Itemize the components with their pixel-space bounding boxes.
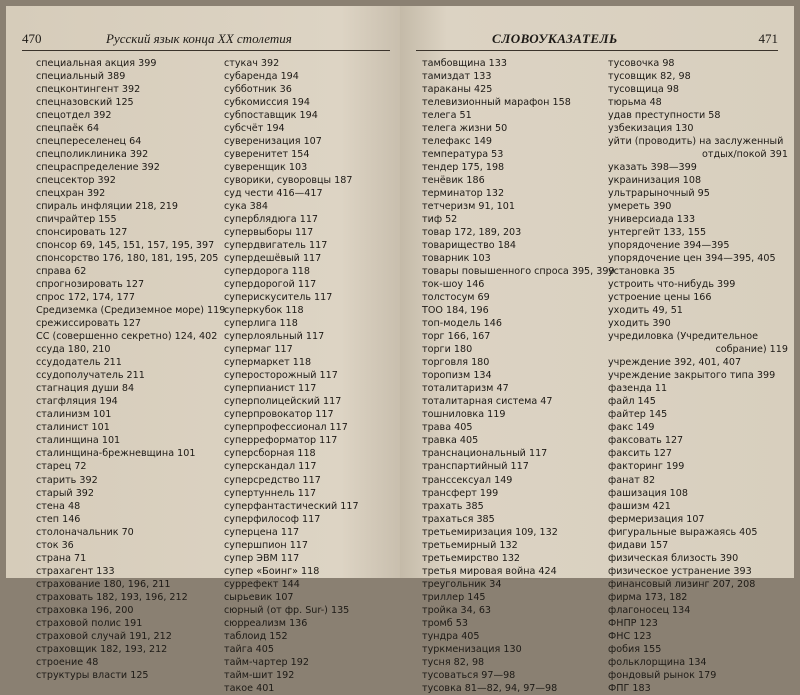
index-entry: страхование 180, 196, 211 [36, 578, 171, 590]
index-entry: ссудополучатель 211 [36, 370, 145, 382]
index-entry: суперпровокатор 117 [224, 409, 334, 421]
index-entry: страхагент 133 [36, 565, 115, 577]
index-entry: треугольник 34 [422, 578, 502, 590]
index-entry: сток 36 [36, 539, 74, 551]
index-entry: спрос 172, 174, 177 [36, 292, 135, 304]
index-entry: упорядочение 394—395 [608, 240, 730, 252]
right-header-rule [416, 50, 778, 51]
index-entry: транссексуал 149 [422, 474, 513, 486]
right-index-column-1 [422, 57, 615, 695]
right-index-column-2 [608, 57, 792, 695]
index-entry: суперискуситель 117 [224, 292, 333, 304]
index-entry: тетчеризм 91, 101 [422, 201, 515, 213]
index-entry: супердорога 118 [224, 266, 310, 278]
index-entry: третьемиризация 109, 132 [422, 526, 558, 538]
index-entry: СС (совершенно секретно) 124, 402 [36, 331, 218, 343]
index-entry: тараканы 425 [422, 84, 493, 96]
index-entry: травка 405 [422, 435, 479, 447]
index-entry: украинизация 108 [608, 175, 702, 187]
left-header-rule [22, 50, 390, 51]
index-entry: тайм-шит 192 [224, 669, 295, 681]
index-entry: старый 392 [36, 487, 95, 499]
right-running-title: СЛОВОУКАЗАТЕЛЬ [492, 31, 618, 46]
index-entry: установка 35 [608, 266, 676, 278]
index-entry: туркменизация 130 [422, 643, 522, 655]
index-entry: ТОО 184, 196 [422, 305, 489, 317]
index-entry: тромб 53 [422, 617, 468, 629]
index-entry: субкомиссия 194 [224, 97, 310, 109]
index-entry: уходить 390 [608, 318, 671, 330]
index-entry: торговля 180 [422, 357, 490, 369]
index-entry: физическая близость 390 [608, 552, 739, 564]
index-entry: суперпрофессионал 117 [224, 422, 348, 434]
index-entry: товары повышенного спроса 395, 399 [422, 266, 615, 278]
index-entry: суперцена 117 [224, 526, 300, 538]
index-entry: фермеризация 107 [608, 513, 705, 525]
index-entry: умереть 390 [608, 201, 672, 213]
index-entry: фашизм 421 [608, 500, 671, 512]
index-entry: трансферт 199 [422, 487, 499, 499]
index-entry: ФНПР 123 [608, 617, 658, 629]
index-entry: стена 48 [36, 500, 81, 512]
index-entry: учреждение закрытого типа 399 [608, 370, 776, 382]
index-entry: триллер 145 [422, 591, 486, 603]
index-entry: ФПГ 183 [608, 682, 651, 694]
index-entry: тусоваться 97—98 [422, 669, 516, 681]
index-entry: ФНС 123 [608, 630, 652, 642]
index-entry: трахать 385 [422, 500, 484, 512]
index-entry: ссуда 180, 210 [36, 344, 111, 356]
index-entry: фазенда 11 [608, 383, 668, 395]
index-entry: стагфляция 194 [36, 396, 118, 408]
index-entry: суперсредство 117 [224, 474, 321, 486]
index-entry: транснациональный 117 [422, 448, 548, 460]
index-entry: тюрьма 48 [608, 97, 662, 109]
index-entry: тусовочка 98 [608, 58, 675, 69]
index-entry: терминатор 132 [422, 188, 505, 200]
index-entry: торг 166, 167 [422, 331, 491, 343]
index-entry: фанат 82 [608, 474, 656, 486]
index-entry: факторинг 199 [608, 461, 685, 473]
index-entry: уйти (проводить) на заслуженный [608, 136, 784, 148]
left-page-number: 470 [22, 31, 42, 46]
index-entry: Средиземка (Средиземное море) 119 [36, 305, 226, 317]
index-entry: фашизация 108 [608, 487, 688, 499]
index-entry: супермаг 117 [224, 344, 293, 356]
index-entry: телевизионный марафон 158 [422, 97, 571, 109]
index-entry: супер ЭВМ 117 [224, 552, 300, 564]
index-entry: тоталитаризм 47 [422, 383, 509, 395]
index-entry: специальный 389 [36, 71, 126, 83]
index-entry: супервыборы 117 [224, 227, 314, 239]
index-entry: суверенитет 154 [224, 149, 310, 161]
index-entry: страховка 196, 200 [36, 604, 134, 616]
index-entry: столоначальник 70 [36, 526, 134, 538]
index-entry: сталинщина-брежневщина 101 [36, 448, 196, 460]
index-entry: уходить 49, 51 [608, 305, 683, 317]
index-entry: старец 72 [36, 461, 87, 473]
index-entry: спецполиклиника 392 [36, 149, 149, 161]
index-entry: тошниловка 119 [422, 409, 506, 421]
index-entry: супердешёвый 117 [224, 253, 322, 265]
index-entry: суд чести 416—417 [224, 188, 323, 200]
index-entry: упорядочение цен 394—395, 405 [608, 253, 776, 265]
left-page-header [22, 30, 384, 48]
index-entry: таблоид 152 [224, 630, 288, 642]
index-entry: сука 384 [224, 201, 268, 213]
index-entry: суррефект 144 [224, 578, 300, 590]
index-entry: спецназовский 125 [36, 97, 134, 109]
index-entry: суперфилософ 117 [224, 513, 321, 525]
index-entry: устроить что-нибудь 399 [608, 279, 736, 291]
index-entry: супердвигатель 117 [224, 240, 328, 252]
index-entry: тоталитарная система 47 [422, 396, 553, 408]
index-entry: фидави 157 [608, 539, 669, 551]
index-entry: устроение цены 166 [608, 292, 712, 304]
index-entry: суперреформатор 117 [224, 435, 338, 447]
left-index-column-1 [36, 57, 226, 682]
index-entry: факс 149 [608, 422, 655, 434]
index-entry: спичрайтер 155 [36, 214, 117, 226]
index-entry: температура 53 [422, 149, 504, 161]
index-entry: телефакс 149 [422, 136, 493, 148]
index-entry: факсовать 127 [608, 435, 684, 447]
index-entry: толстосум 69 [422, 292, 490, 304]
index-entry: учредиловка (Учредительное [608, 331, 759, 343]
index-entry: сталинщина 101 [36, 435, 121, 447]
book-spread [6, 6, 794, 694]
index-entry: суперполицейский 117 [224, 396, 342, 408]
index-entry: ток-шоу 146 [422, 279, 485, 291]
index-entry: тендер 175, 198 [422, 162, 505, 174]
index-entry: ссудодатель 211 [36, 357, 122, 369]
index-entry: физическое устранение 393 [608, 565, 752, 577]
index-entry: топ-модель 146 [422, 318, 502, 330]
index-entry: товарник 103 [422, 253, 491, 265]
index-entry: суперблядюга 117 [224, 214, 319, 226]
index-entry: финансовый лизинг 207, 208 [608, 578, 756, 590]
index-entry: тройка 34, 63 [422, 604, 492, 616]
index-entry: тусня 82, 98 [422, 656, 485, 668]
index-entry: сюрный (от фр. Sur-) 135 [224, 604, 350, 616]
index-entry: структуры власти 125 [36, 669, 149, 681]
index-entry: товар 172, 189, 203 [422, 227, 522, 239]
index-entry: спонсорство 176, 180, 181, 195, 205 [36, 253, 219, 265]
index-entry: третья мировая война 424 [422, 565, 557, 577]
index-entry: строение 48 [36, 656, 99, 668]
index-entry: суперсборная 118 [224, 448, 316, 460]
index-entry: тундра 405 [422, 630, 480, 642]
left-running-title: Русский язык конца XX столетия [106, 31, 292, 46]
index-entry: спецсектор 392 [36, 175, 116, 187]
index-entry: третьемирный 132 [422, 539, 518, 551]
index-entry: суперскандал 117 [224, 461, 317, 473]
index-entry: субсчёт 194 [224, 123, 285, 135]
index-entry: тусовщик 82, 98 [608, 71, 691, 83]
index-entry: тиф 52 [422, 214, 458, 226]
index-entry: справа 62 [36, 266, 87, 278]
index-entry: страховой случай 191, 212 [36, 630, 172, 642]
index-entry: спецотдел 392 [36, 110, 112, 122]
index-entry: флагоносец 134 [608, 604, 691, 616]
index-entry: тайга 405 [224, 643, 274, 655]
index-entry: спираль инфляции 218, 219 [36, 201, 178, 213]
index-entry: срежиссировать 127 [36, 318, 142, 330]
index-entry: суперпианист 117 [224, 383, 317, 395]
index-entry: суперкубок 118 [224, 305, 304, 317]
index-entry: специальная акция 399 [36, 58, 157, 69]
left-page [6, 6, 400, 694]
index-entry: транспартийный 117 [422, 461, 529, 473]
index-entry: унтергейт 133, 155 [608, 227, 707, 239]
index-entry: супердорогой 117 [224, 279, 317, 291]
index-entry: суперфантастический 117 [224, 500, 359, 512]
index-entry: универсиада 133 [608, 214, 696, 226]
index-entry: степ 146 [36, 513, 81, 525]
index-entry: супермаркет 118 [224, 357, 312, 369]
index-entry: спецпереселенец 64 [36, 136, 142, 148]
index-entry: тамиздат 133 [422, 71, 492, 83]
index-entry: субпоставщик 194 [224, 110, 318, 122]
index-entry: телега 51 [422, 110, 472, 122]
index-entry: субаренда 194 [224, 71, 299, 83]
index-entry: торопизм 134 [422, 370, 492, 382]
index-entry: страховщик 182, 193, 212 [36, 643, 168, 655]
index-entry: тамбовщина 133 [422, 58, 507, 69]
index-entry: суперлига 118 [224, 318, 298, 330]
index-entry: спонсор 69, 145, 151, 157, 195, 397 [36, 240, 215, 252]
index-entry: стагнация души 84 [36, 383, 135, 395]
index-entry: субботник 36 [224, 84, 292, 96]
index-entry: удав преступности 58 [608, 110, 721, 122]
index-entry: файтер 145 [608, 409, 668, 421]
index-entry: файл 145 [608, 396, 656, 408]
index-entry: телега жизни 50 [422, 123, 508, 135]
index-entry: сюрреализм 136 [224, 617, 308, 629]
index-entry: спецхран 392 [36, 188, 106, 200]
index-entry: тусовка 81—82, 94, 97—98 [422, 682, 558, 694]
index-entry: суперлояльный 117 [224, 331, 325, 343]
index-entry: узбекизация 130 [608, 123, 694, 135]
index-entry: суверенщик 103 [224, 162, 308, 174]
index-entry: фобия 155 [608, 643, 662, 655]
index-entry: указать 398—399 [608, 162, 697, 174]
index-entry: сталинизм 101 [36, 409, 112, 421]
index-entry: супертуннель 117 [224, 487, 317, 499]
index-entry: торги 180 [422, 344, 473, 356]
index-entry: тенёвик 186 [422, 175, 485, 187]
index-entry: страховать 182, 193, 196, 212 [36, 591, 188, 603]
index-entry: стукач 392 [224, 58, 280, 69]
right-page [400, 6, 794, 694]
index-entry: фигуральные выражаясь 405 [608, 526, 758, 538]
index-entry: супершпион 117 [224, 539, 309, 551]
index-entry: отдых/покой 391 [702, 149, 788, 161]
index-entry: фондовый рынок 179 [608, 669, 717, 681]
right-page-header [416, 30, 778, 48]
index-entry: товарищество 184 [422, 240, 517, 252]
index-entry: сырьевик 107 [224, 591, 294, 603]
index-entry: третьемирство 132 [422, 552, 521, 564]
index-entry: спонсировать 127 [36, 227, 128, 239]
index-entry: суперосторожный 117 [224, 370, 338, 382]
index-entry: трахаться 385 [422, 513, 495, 525]
index-entry: такое 401 [224, 682, 275, 694]
index-entry: факсить 127 [608, 448, 672, 460]
right-page-number: 471 [758, 31, 778, 46]
index-entry: супер «Боинг» 118 [224, 565, 320, 577]
index-entry: старить 392 [36, 474, 98, 486]
index-entry: страна 71 [36, 552, 87, 564]
left-index-column-2 [224, 57, 396, 695]
index-entry: суверенизация 107 [224, 136, 322, 148]
index-entry: спецконтингент 392 [36, 84, 141, 96]
index-entry: собрание) 119 [715, 344, 788, 356]
index-entry: тайм-чартер 192 [224, 656, 309, 668]
index-entry: суворики, суворовцы 187 [224, 175, 353, 187]
index-entry: фольклорщина 134 [608, 656, 707, 668]
index-entry: тусовщица 98 [608, 84, 680, 96]
index-entry: спецпаёк 64 [36, 123, 100, 135]
index-entry: ультрарыночный 95 [608, 188, 710, 200]
index-entry: страховой полис 191 [36, 617, 143, 629]
index-entry: спецраспределение 392 [36, 162, 160, 174]
index-entry: сталинист 101 [36, 422, 110, 434]
index-entry: спрогнозировать 127 [36, 279, 145, 291]
index-entry: учреждение 392, 401, 407 [608, 357, 742, 369]
index-entry: трава 405 [422, 422, 473, 434]
index-entry: фирма 173, 182 [608, 591, 688, 603]
